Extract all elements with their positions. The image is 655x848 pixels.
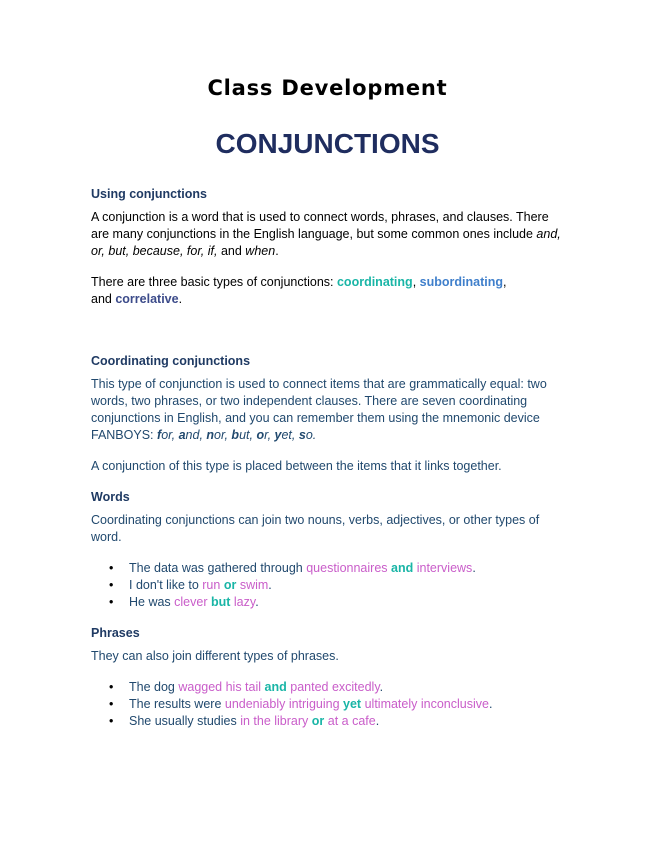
conjunction: and	[264, 680, 287, 694]
document-body	[91, 186, 566, 730]
example-text: .	[488, 697, 493, 711]
fanboys-list	[157, 428, 316, 442]
words-list-item	[91, 577, 566, 594]
fanboys-rest: or	[214, 428, 225, 442]
fanboys-rest: r	[264, 428, 268, 442]
coordinating-paragraph	[91, 376, 566, 444]
types-intro: There are three basic types of conjunctions:	[91, 275, 334, 289]
example-text: The data was gathered through	[129, 561, 307, 575]
fanboys-rest: ut	[239, 428, 250, 442]
conjunction: and	[391, 561, 414, 575]
joined-item: undeniably intriguing	[224, 697, 340, 711]
example-text: .	[379, 680, 384, 694]
fanboys-rest: o	[305, 428, 313, 442]
fanboys-rest: nd	[185, 428, 200, 442]
joined-item: swim	[239, 578, 269, 592]
conjunction: or	[223, 578, 237, 592]
fanboys-initial: n	[206, 428, 215, 442]
fanboys-initial: f	[157, 428, 162, 442]
words-example-list	[91, 560, 566, 611]
phrases-list-item	[91, 679, 566, 696]
example-text: .	[375, 714, 380, 728]
conjunction: yet	[343, 697, 362, 711]
using-intro-paragraph	[91, 209, 566, 260]
example-text: She usually studies	[129, 714, 241, 728]
using-period: .	[275, 244, 279, 258]
fanboys-initial: y	[274, 428, 282, 442]
fanboys-initial: a	[178, 428, 186, 442]
section-heading-using: Using conjunctions	[91, 187, 207, 201]
example-text: He was	[129, 595, 175, 609]
fanboys-initial: s	[298, 428, 306, 442]
words-list-item	[91, 560, 566, 577]
types-paragraph	[91, 274, 566, 308]
type-subordinating: subordinating	[419, 275, 503, 289]
phrases-list-item	[91, 713, 566, 730]
phrases-paragraph: They can also join different types of phrases.	[91, 649, 339, 663]
joined-item: questionnaires	[306, 561, 388, 575]
example-text: I don't like to	[129, 578, 203, 592]
fanboys-separator: ,	[224, 428, 232, 442]
joined-item: wagged his tail	[178, 680, 262, 694]
fanboys-initial: b	[231, 428, 240, 442]
words-paragraph: Coordinating conjunctions can join two nouns, verbs, adjectives, or other types of word.	[91, 513, 540, 544]
using-and-word: and	[220, 244, 242, 258]
types-period: .	[178, 292, 183, 306]
page-subtitle: CONJUNCTIONS	[215, 128, 440, 159]
fanboys-separator: .	[312, 428, 317, 442]
placement-paragraph: A conjunction of this type is placed between the items that it links together.	[91, 459, 502, 473]
words-list-item	[91, 594, 566, 611]
conjunction: or	[311, 714, 325, 728]
section-heading-phrases: Phrases	[91, 626, 140, 640]
example-text: .	[255, 595, 259, 609]
fanboys-separator: ,	[199, 428, 207, 442]
coordinating-text: This type of conjunction is used to connect items that are grammatically equal: two words, two phrases, or two independent clauses. There are seven coordinating conjunctions in English, and you can remember them using the mnemonic device FANBOYS:	[91, 377, 547, 442]
types-comma: ,	[412, 275, 417, 289]
example-text: .	[268, 578, 272, 592]
using-when-word: when	[245, 244, 276, 258]
joined-item: lazy	[233, 595, 256, 609]
fanboys-initial: o	[256, 428, 265, 442]
conjunction: but	[210, 595, 231, 609]
using-intro-text: A conjunction is a word that is used to connect words, phrases, and clauses. There are many conjunctions in the English language, but some common ones include	[91, 210, 549, 241]
fanboys-separator: ,	[267, 428, 275, 442]
example-text: The results were	[129, 697, 225, 711]
joined-item: in the library	[240, 714, 309, 728]
using-examples: and, or, but, because, for, if,	[91, 227, 561, 258]
fanboys-rest: et	[281, 428, 292, 442]
fanboys-separator: ,	[171, 428, 179, 442]
types-comma-2: ,	[502, 275, 507, 289]
page-title: Class Development	[207, 76, 448, 100]
joined-item: clever	[174, 595, 208, 609]
types-and: and	[91, 292, 112, 306]
fanboys-separator: ,	[291, 428, 299, 442]
example-text: The dog	[129, 680, 179, 694]
type-coordinating: coordinating	[336, 275, 413, 289]
joined-item: ultimately inconclusive	[364, 697, 489, 711]
section-heading-words: Words	[91, 490, 130, 504]
joined-item: run	[202, 578, 221, 592]
type-correlative: correlative	[115, 292, 179, 306]
fanboys-separator: ,	[249, 428, 257, 442]
joined-item: panted excitedly	[290, 680, 380, 694]
phrases-list-item	[91, 696, 566, 713]
section-heading-coordinating: Coordinating conjunctions	[91, 354, 251, 368]
joined-item: interviews	[416, 561, 473, 575]
example-text: .	[472, 561, 476, 575]
fanboys-rest: or	[161, 428, 172, 442]
phrases-example-list	[91, 679, 566, 730]
joined-item: at a cafe	[327, 714, 376, 728]
